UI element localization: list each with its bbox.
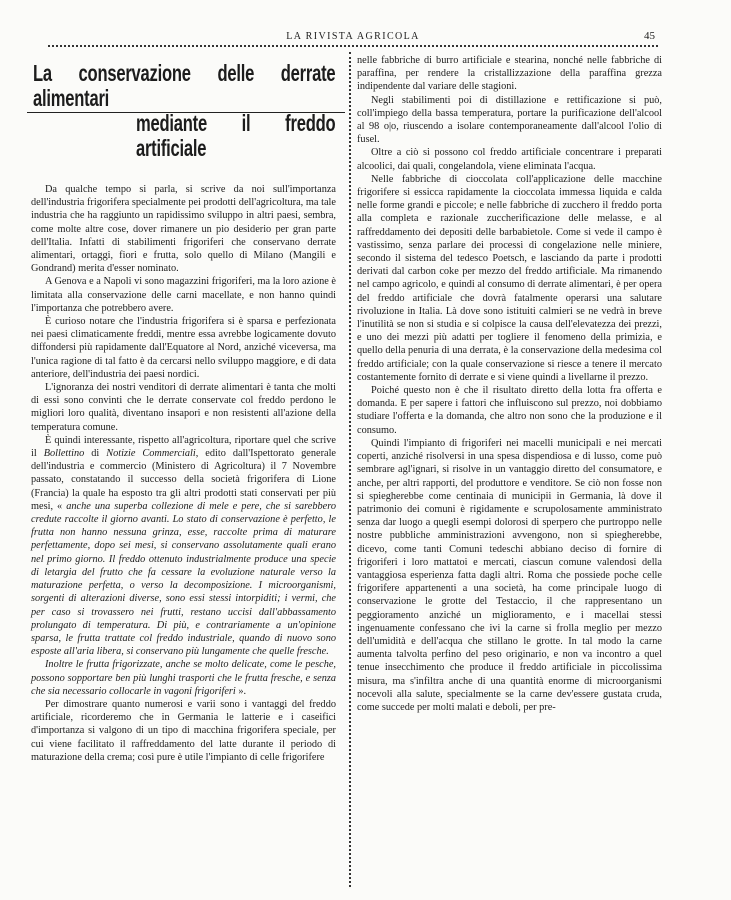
article-title	[33, 61, 335, 161]
paragraph-with-quote	[31, 434, 336, 658]
paragraph: Oltre a ciò si possono col freddo artificiale concentrare i preparati alcoolici, dai quali, congelandola, viene eliminata l'acqua.	[357, 147, 662, 172]
paragraph: nelle fabbriche di burro artificiale e stearina, nonché nelle fabbriche di paraffina, per rendere la cristallizzazione della paraffina grezza indipendente dal variare delle stagioni.	[357, 55, 662, 93]
page-number: 45	[644, 30, 655, 42]
header-dotted-rule	[48, 45, 658, 47]
publication-name: Notizie Commerciali	[106, 448, 196, 460]
article-title-line-1: La conservazione delle derrate alimentari	[33, 60, 336, 111]
paragraph: A Genova e a Napoli vi sono magazzini frigoriferi, ma la loro azione è limitata alla conservazione delle carni macellate, e non hanno quindi l'importanza che potrebbero avere.	[31, 276, 336, 314]
text-run: di	[84, 448, 107, 460]
paragraph-with-quote	[31, 658, 336, 698]
paragraph: È curioso notare che l'industria frigorifera si è sparsa e perfezionata nei paesi climaticamente freddi, mentre essa avrebbe logicamente dovuto diffondersi più rapidamente dall'Equatore al Nord, anziché viceversa, ma l'unica ragione di tal fatto è da cercarsi nello sviluppo maggiore, e di data anteriore, dell'industria dei paesi nordici.	[31, 316, 336, 380]
running-header-title: LA RIVISTA AGRICOLA	[286, 31, 420, 42]
text-run: È quindi interessante, rispetto all'agricoltura, riportare quel che scrive il	[31, 434, 336, 460]
paragraph: Negli stabilimenti poi di distillazione e rettificazione si può, coll'impiego della bassa temperatura, portare la purificazione dell'alcool al 98 o|o, riuscendo a isolare contemporaneamente dall'alcool l'olio di fusel.	[357, 94, 662, 146]
paragraph: Nelle fabbriche di cioccolata coll'applicazione delle macchine frigorifere si essicca rapidamente la cioccolata immessa liquida e calda nelle forme grandi e piccole; e nelle fabbriche di zucchero il freddo porta alla completa e razionale zuccherificazione delle melasse, e al raffreddamento dei depositi delle barbabietole. Come si vede il campo è vastissimo, senza parlare dei processi di congelazione nelle miniere, secondo il sistema del tedesco Poetsch, e lasciando da parte i prodotti derivati dal carbon coke per mezzo del freddo artificiale. Ma rimanendo nel campo agricolo, e quindi al consumo di derrate alimentari, è per opera del freddo artificiale che dovrà fatalmente operarsi una salutare rivoluzione in Italia. Là dove sono istituiti calmieri se ne vedrà in breve l'inutilità se non si studia e si colpisce la causa dell'elevatezza dei prezzi, e uno dei mezzi più adatti per togliere il fenomeno della primizia, e quello della penuria di una derrata, è la conservazione della medesima col freddo artificiale; con la quale conservazione si riesce a tenere il mercato costantemente fornito di derrate e si viene quindi a livellarne il prezzo.	[357, 173, 662, 383]
text-run: ».	[235, 685, 247, 697]
paragraph: Per dimostrare quanto numerosi e varii sono i vantaggi del freddo artificiale, ricorderemo che in Germania le latterie e i caseifici d'importanza si valgono di un tipo di macchina frigorifera speciale, per cui viene facilitato il raffreddamento del latte durante il periodo di maturazione della crema; così pure è utile l'impianto di celle frigorifere	[31, 698, 336, 763]
publication-name: Bollettino	[43, 448, 85, 460]
quoted-passage: Inoltre le frutta frigorizzate, anche se molto delicate, come le pesche, possono sopportare ben più lunghi trasporti che le frutta fresche, e senza che sia necessario collocarle in vagoni frigoriferi	[31, 659, 336, 697]
right-column	[357, 54, 662, 714]
quoted-passage: anche una superba collezione di mele e pere, che si sarebbero credute raccolte il giorno avanti. Lo stato di conservazione è perfetto, le frutta non hanno nessuna grinza, esse, raccolte prima di maturare perfettamente, dopo sei mesi, si conservano assolutamente quali erano nel primo giorno. Il freddo ottenuto industrialmente produce una specie di letargia del frutto che fa cessare la evoluzione naturale verso la maturazione perfetta, o verso la decomposizione. I microorganismi, sorgenti di alterazioni diverse, sono essi stessi intorpiditi; i vermi, che per caso si trovassero nei frutti, restano uccisi dall'abbassamento prolungato di temperatura. Di più, e contrariamente a un'opinione sparsa, le frutta trattate col freddo industriale, quando di nuovo sono esposte all'aria libera, si conservano più lungamente che quelle fresche.	[31, 500, 336, 658]
paragraph: Da qualche tempo si parla, si scrive da noi sull'importanza dell'industria frigorifera specialmente pei prodotti dell'agricoltura, ma tale industria che ha raggiunto un rapidissimo sviluppo in altri paesi, sembra, come molte altre cose, dover rimanere un pio desiderio per gran parte dell'Italia. Infatti di stabilimenti frigoriferi che conservano derrate alimentari, ortaggi, fiori e frutta, solo quello di Milano (Mangili e Gondrand) merita d'esser nominato.	[31, 184, 336, 275]
article-title-line-2: mediante il freddo artificiale	[135, 110, 336, 161]
column-divider	[349, 52, 351, 887]
paragraph: L'ignoranza dei nostri venditori di derrate alimentari è tanta che molti di essi sono convinti che le derrate conservate col freddo perdono le migliori loro qualità, diventano insapori e non resistenti all'azione della temperatura comune.	[31, 382, 336, 433]
paragraph: Poiché questo non è che il risultato diretto della lotta fra offerta e domanda. E per sapere i fattori che influiscono sul prezzo, noi dobbiamo studiare l'offerta e la domanda, che altro non sono che la produzione e il consumo.	[357, 385, 662, 436]
paragraph: Quindi l'impianto di frigoriferi nei macelli municipali e nei mercati coperti, anziché risolversi in una spesa dispendiosa e di lusso, come può sembrare agl'ignari, si risolve in un vantaggio diretto del consumatore, e anche, per altri rapporti, del produttore e venditore. Se ciò non fosse non si spiegherebbe come centinaia di municipii in Germania, là dove il patrimonio dei comuni è rigidamente e scrupolosamente amministrato senza dar luogo a quegli esempi dolorosi di sperpero che purtroppo nelle nostre pubbliche amministrazioni avvengono, non si spiegherebbe, dicevo, come tanti Comuni tedeschi abbiano deciso di fornire di frigoriferi i loro mattatoi e mercati, ciascun comune valendosi della vantaggiosa esperienza fatta dagli altri. Roma che possiede poche celle frigorifere appartenenti a una società, ha come principale luogo di conservazione le grotte del Testaccio, il che rappresentano un peggioramento anziché un miglioramento, e i macellai stessi ingenuamente confessano che ivi la carne si frolla meglio per mezzo dell'umidità e dell'acqua che stillano le grotte. In tal modo la carne aumenta talvolta perfino del peso originario, e non va incontro a quel tenue insecchimento che produce il freddo artificiale in piccolissima misura, ma s'infiltra anche di una quantità enorme di microorganismi nocevoli alla salute, specialmente se la carne dev'essere gustata cruda, come succede per molti malati e deboli, per pre-	[357, 437, 662, 713]
left-column	[31, 55, 336, 764]
text-run: , edito dall'Ispettorato generale dell'industria e commercio (Ministero di Agricoltura) il 7 Novembre passato, constatando il successo della società frigorifera di Lione (Francia) la quale ha esposto tra gli altri prodotti stati conservati per più mesi, «	[31, 448, 336, 512]
